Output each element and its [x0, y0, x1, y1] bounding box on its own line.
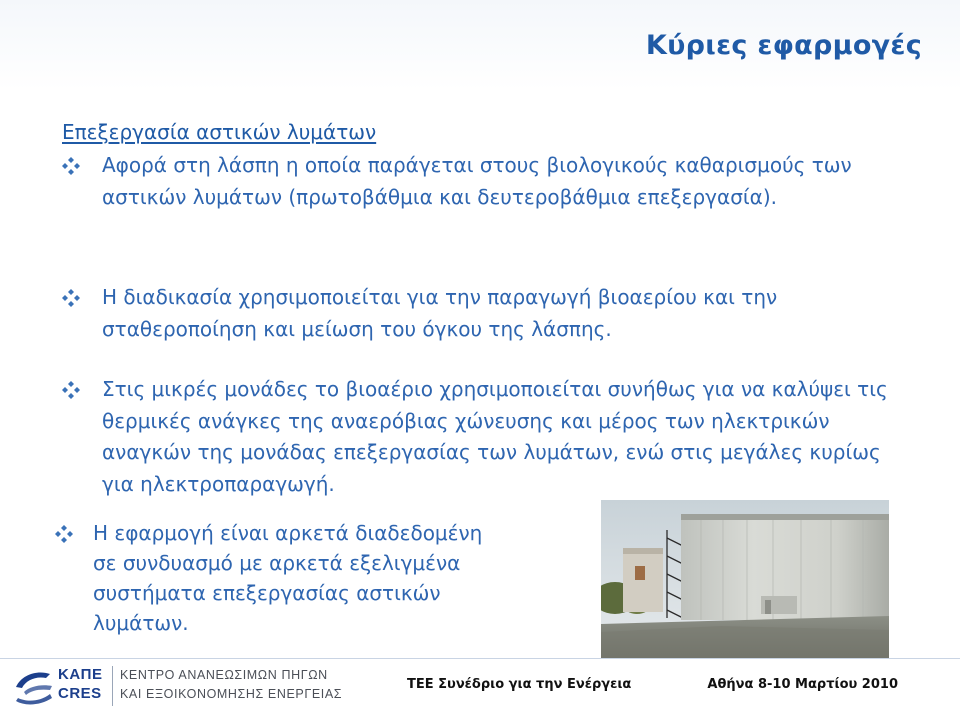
conference-date: Αθήνα 8-10 Μαρτίου 2010 [707, 677, 898, 692]
diamond-bullet-icon [55, 525, 73, 543]
slide-title: Κύριες εφαρμογές [645, 30, 922, 61]
logo-text-kape: ΚΑΠΕ [58, 666, 103, 683]
slide-subtitle: Επεξεργασία αστικών λυμάτων [62, 120, 377, 144]
footer-divider [112, 666, 113, 706]
bullet-text: Στις μικρές μονάδες το βιοαέριο χρησιμοποιείται συνήθως για να καλύψει τις θερμικές ανάγκες της αναερόβιας χώνευσης και μέρος των ηλεκτρικών αναγκών της μονάδας επεξεργασίας των λυμάτων, ενώ στις μεγάλες κυρίως για ηλεκτροπαραγωγή. [102, 377, 888, 496]
bullet-item [62, 282, 892, 345]
organization-name-line1: ΚΕΝΤΡΟ ΑΝΑΝΕΩΣΙΜΩΝ ΠΗΓΩΝ [120, 668, 328, 682]
bullet-text: Η διαδικασία χρησιμοποιείται για την παραγωγή βιοαερίου και την σταθεροποίηση και μείωση του όγκου της λάσπης. [102, 285, 778, 341]
diamond-bullet-icon [62, 157, 80, 175]
digester-photo [601, 500, 889, 658]
bullet-text: Η εφαρμογή είναι αρκετά διαδεδομένη σε συνδυασμό με αρκετά εξελιγμένα συστήματα επεξεργασίας αστικών λυμάτων. [93, 521, 483, 635]
diamond-bullet-icon [62, 381, 80, 399]
bullet-item [62, 374, 912, 500]
logo-text-cres: CRES [58, 685, 102, 702]
bullet-item [62, 150, 892, 213]
bullet-text: Αφορά στη λάσπη η οποία παράγεται στους βιολογικούς καθαρισμούς των αστικών λυμάτων (πρωτοβάθμια και δευτεροβάθμια επεξεργασία). [102, 153, 852, 209]
diamond-bullet-icon [62, 289, 80, 307]
conference-name: ΤΕΕ Συνέδριο για την Ενέργεια [407, 677, 632, 692]
bullet-item [55, 518, 495, 638]
organization-name-line2: ΚΑΙ ΕΞΟΙΚΟΝΟΜΗΣΗΣ ΕΝΕΡΓΕΙΑΣ [120, 687, 343, 701]
